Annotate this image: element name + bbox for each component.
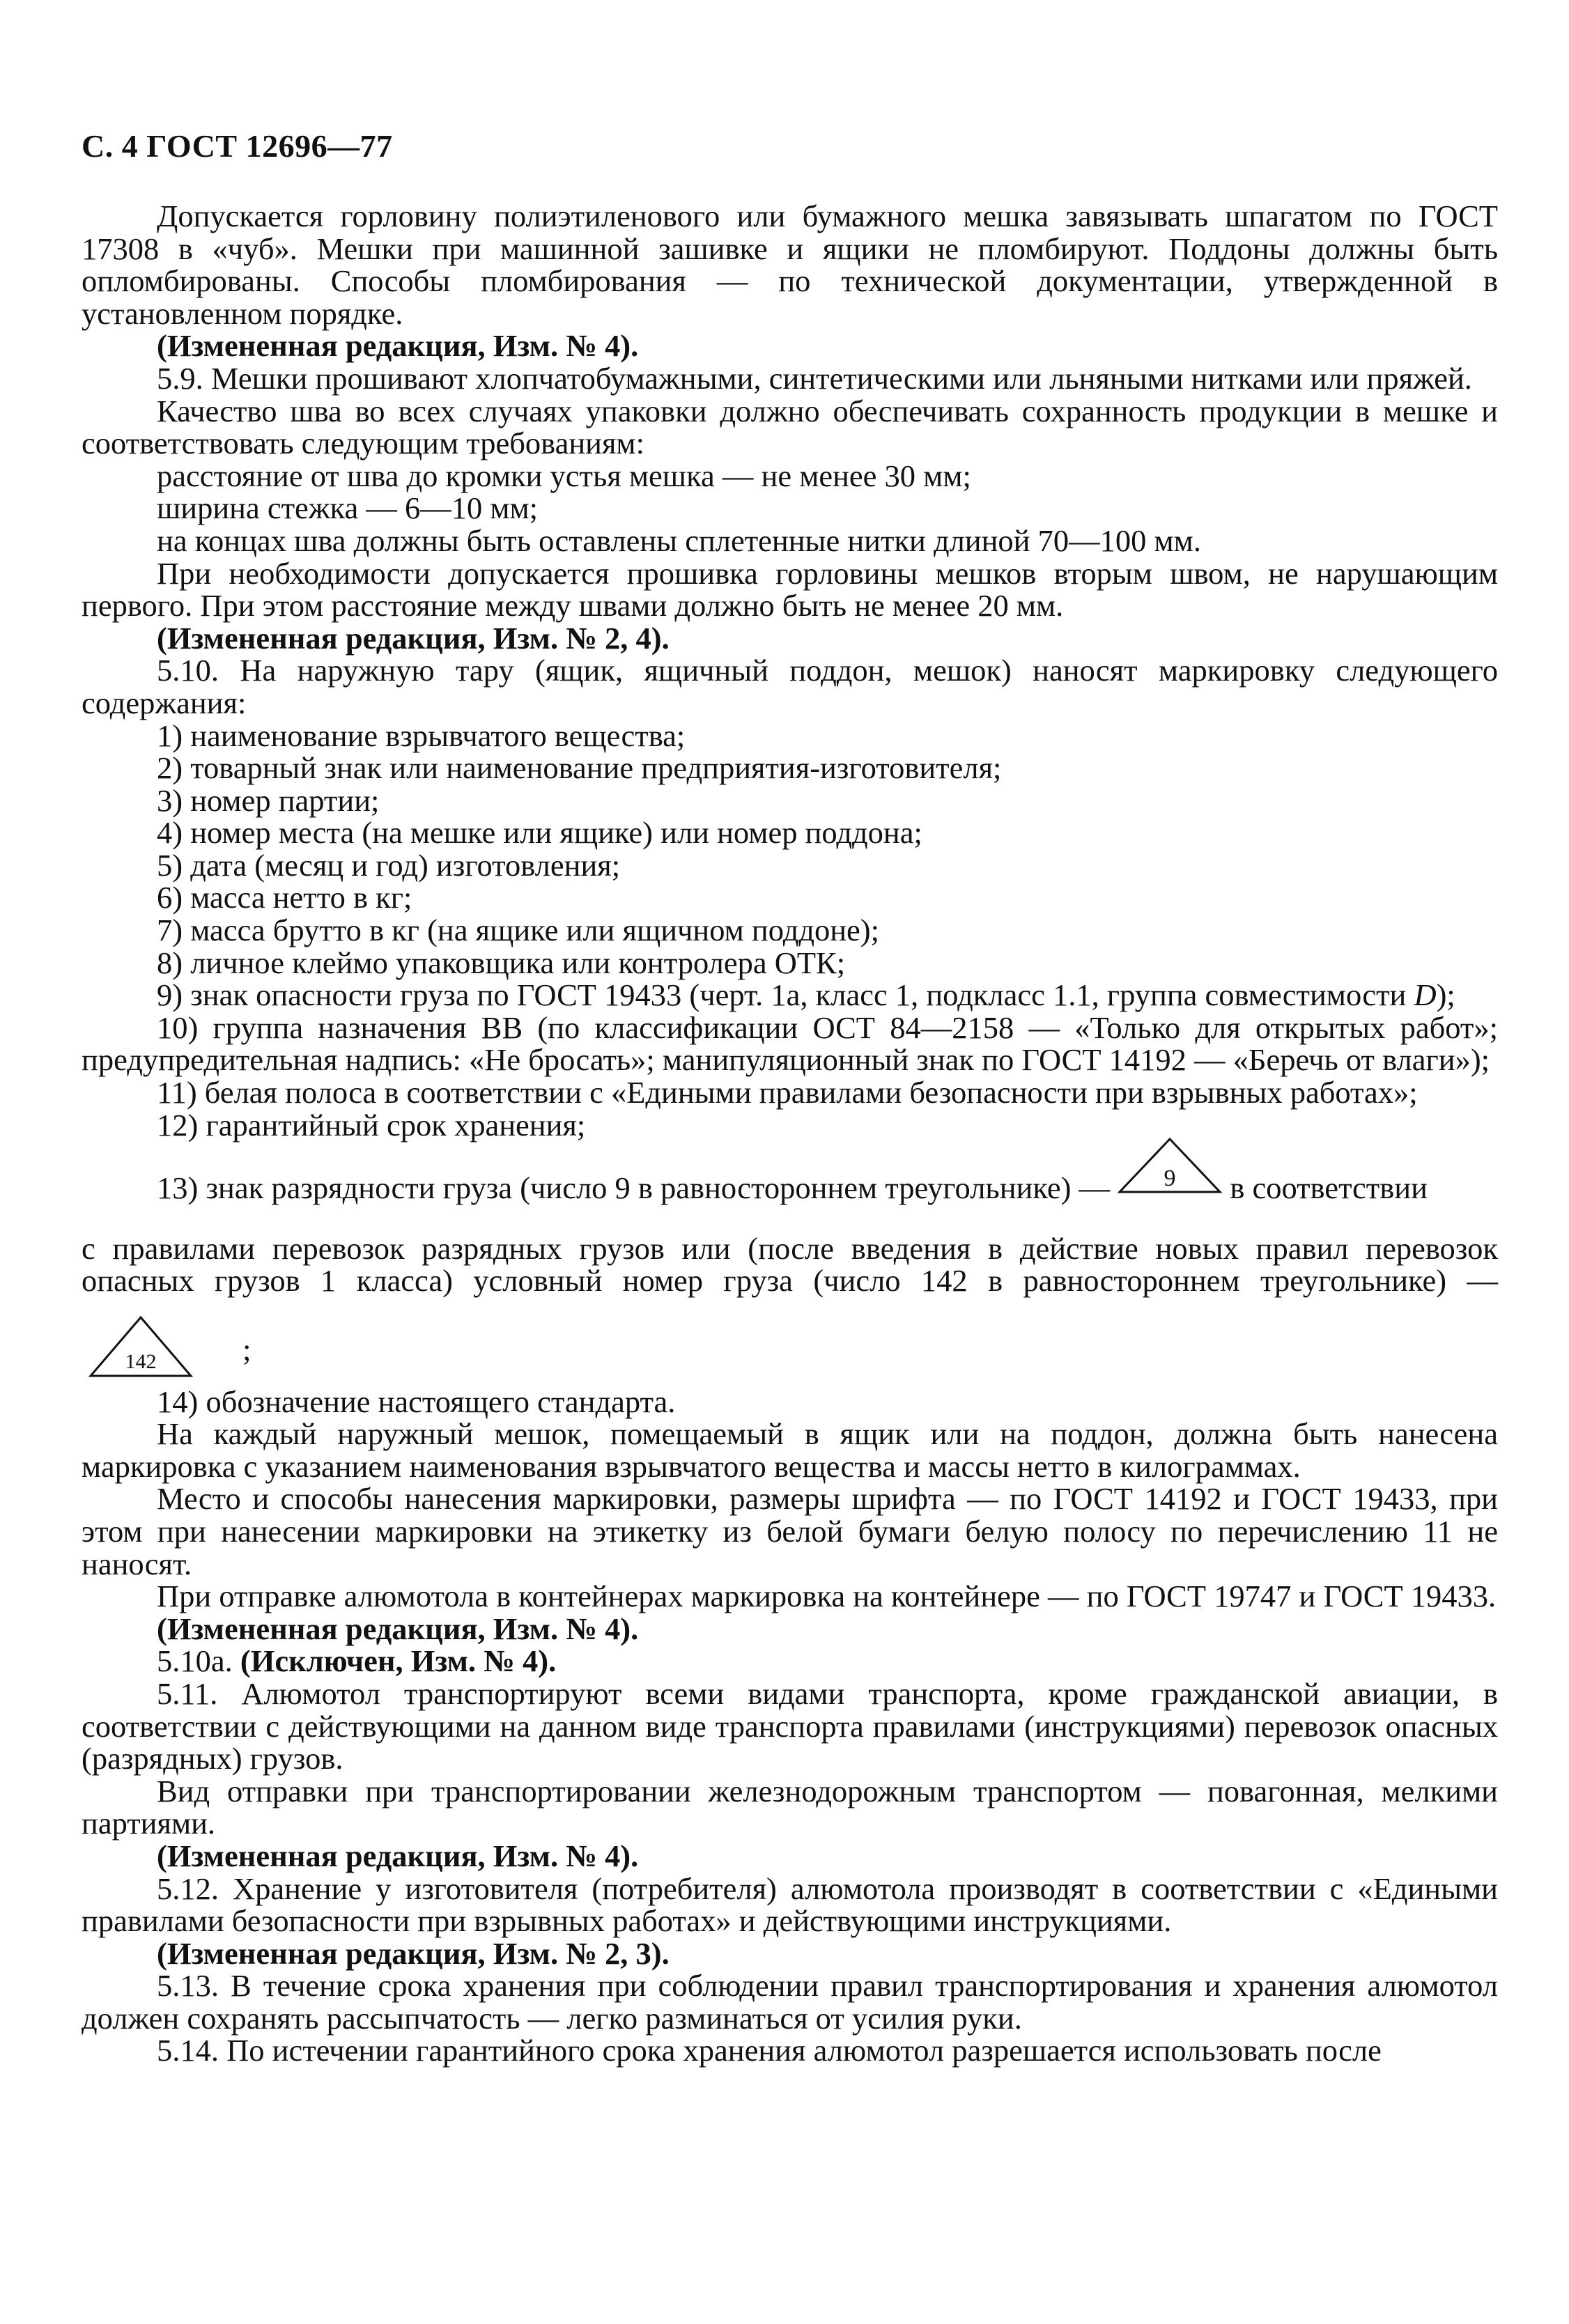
page-header: С. 4 ГОСТ 12696—77 <box>82 128 393 164</box>
amendment-note: (Измененная редакция, Изм. № 4). <box>157 328 639 364</box>
amendment-note: (Измененная редакция, Изм. № 2, 3). <box>157 1935 670 1971</box>
section-number: 5.10а. <box>157 1643 233 1679</box>
section-5-10: 5.10. На наружную тару (ящик, ящичный поддон, мешок) наносят маркировку следующего содержания: <box>82 653 1498 720</box>
section-5-12: 5.12. Хранение у изготовителя (потребителя) алюмотола производят в соответствии с «Едиными правилами безопасности при взрывных работах» и действующими инструкциями. <box>82 1870 1498 1939</box>
continuation-text: с правилами перевозок разрядных грузов или (после введения в действие новых правил перевозок опасных грузов 1 класса) условный номер груза (число 142 в равностороннем треугольнике) — <box>82 1230 1498 1299</box>
section-5-10a <box>82 1645 1498 1678</box>
paragraph: Место и способы нанесения маркировки, размеры шрифта — по ГОСТ 14192 и ГОСТ 19433, при этом при нанесении маркировки на этикетку из белой бумаги белую полосу по перечислению 11 не наносят. <box>82 1481 1498 1581</box>
paragraph: Качество шва во всех случаях упаковки должно обеспечивать сохранность продукции в мешке и соответствовать следующим требованиям: <box>82 393 1498 461</box>
document-body <box>82 200 1498 2067</box>
hazard-class-triangle-icon <box>1118 1137 1222 1200</box>
list-item: 2) товарный знак или наименование предприятия-изготовителя; <box>157 750 1002 786</box>
section-5-11: 5.11. Алюмотол транспортируют всеми видами транспорта, кроме гражданской авиации, в соответствии с действующими на данном виде транспорта правилами (инструкциями) перевозок опасных (разрядных) грузов. <box>82 1675 1498 1776</box>
list-item-9 <box>82 979 1498 1012</box>
list-item: 5) дата (месяц и год) изготовления; <box>157 847 621 883</box>
list-item: 1) наименование взрывчатого вещества; <box>157 718 686 753</box>
paragraph: Вид отправки при транспортировании железнодорожным транспортом — повагонная, мелкими партиями. <box>82 1773 1498 1841</box>
triangle-label: 142 <box>125 1350 157 1373</box>
requirement-line: на концах шва должны быть оставлены сплетенные нитки длиной 70—100 мм. <box>157 522 1201 558</box>
paragraph: При отправке алюмотола в контейнерах маркировка на контейнере — по ГОСТ 19747 и ГОСТ 19433. <box>157 1579 1497 1614</box>
list-item-13 <box>82 1141 1498 1204</box>
list-item-10: 10) группа назначения ВВ (по классификации ОСТ 84—2158 — «Только для открытых работ»; предупредительная надпись: «Не бросать»; манипуляционный знак по ГОСТ 14192 — «Беречь от влаги»); <box>82 1009 1498 1078</box>
amendment-note: (Измененная редакция, Изм. № 2, 4). <box>157 620 670 656</box>
amendment-note: (Измененная редакция, Изм. № 4). <box>157 1611 639 1646</box>
list-item: 4) номер места (на мешке или ящике) или номер поддона; <box>157 815 922 851</box>
paragraph: На каждый наружный мешок, помещаемый в ящик или на поддон, должна быть нанесена маркировка с указанием наименования взрывчатого вещества и массы нетто в килограммах. <box>82 1416 1498 1484</box>
exclusion-note: (Исключен, Изм. № 4). <box>240 1643 557 1679</box>
triangle-label: 9 <box>1164 1165 1176 1192</box>
section-5-13: 5.13. В течение срока хранения при соблюдении правил транспортирования и хранения алюмотол должен сохранять рассыпчатость — легко разминаться от усилия руки. <box>82 1968 1498 2036</box>
list-item-9-end: ); <box>1436 977 1455 1013</box>
compatibility-group: D <box>1414 977 1437 1013</box>
list-item: 6) масса нетто в кг; <box>157 880 412 915</box>
list-item-9-text: 9) знак опасности груза по ГОСТ 19433 (черт. 1а, класс 1, подкласс 1.1, группа совместимости <box>157 977 1414 1013</box>
list-item: 8) личное клеймо упаковщика или контролера ОТК; <box>157 945 846 980</box>
paragraph: При необходимости допускается прошивка горловины мешков вторым швом, не нарушающим первого. При этом расстояние между швами должно быть не менее 20 мм. <box>82 555 1498 623</box>
amendment-note: (Измененная редакция, Изм. № 4). <box>157 1838 639 1873</box>
list-item-13-continuation <box>82 1230 1498 1373</box>
section-5-14: 5.14. По истечении гарантийного срока хранения алюмотол разрешается использовать после <box>157 2033 1382 2068</box>
continuation-end: ; <box>242 1332 252 1367</box>
section-5-9: 5.9. Мешки прошивают хлопчатобумажными, синтетическими или льняными нитками или пряжей. <box>157 360 1472 396</box>
paragraph: Допускается горловину полиэтиленового или бумажного мешка завязывать шпагатом по ГОСТ 17308 в «чуб». Мешки при машинной зашивке и ящики не пломбируют. Поддоны должны быть опломбированы. Способы пломбирования — по технической документации, утвержденной в установленном порядке. <box>82 199 1498 331</box>
list-item-13-tail: в соответствии <box>1230 1170 1428 1206</box>
list-item-12: 12) гарантийный срок хранения; <box>157 1107 586 1142</box>
list-item: 7) масса брутто в кг (на ящике или ящичном поддоне); <box>157 913 879 948</box>
list-item: 3) номер партии; <box>157 782 380 818</box>
list-item-11: 11) белая полоса в соответствии с «Едиными правилами безопасности при взрывных работах»; <box>157 1075 1418 1110</box>
list-item-13-text: 13) знак разрядности груза (число 9 в равностороннем треугольнике) — <box>157 1170 1111 1206</box>
cargo-number-triangle-icon <box>88 1315 193 1384</box>
requirement-line: расстояние от шва до кромки устья мешка — не менее 30 мм; <box>157 458 971 493</box>
list-item-14: 14) обозначение настоящего стандарта. <box>157 1384 676 1419</box>
requirement-line: ширина стежка — 6—10 мм; <box>157 490 539 526</box>
